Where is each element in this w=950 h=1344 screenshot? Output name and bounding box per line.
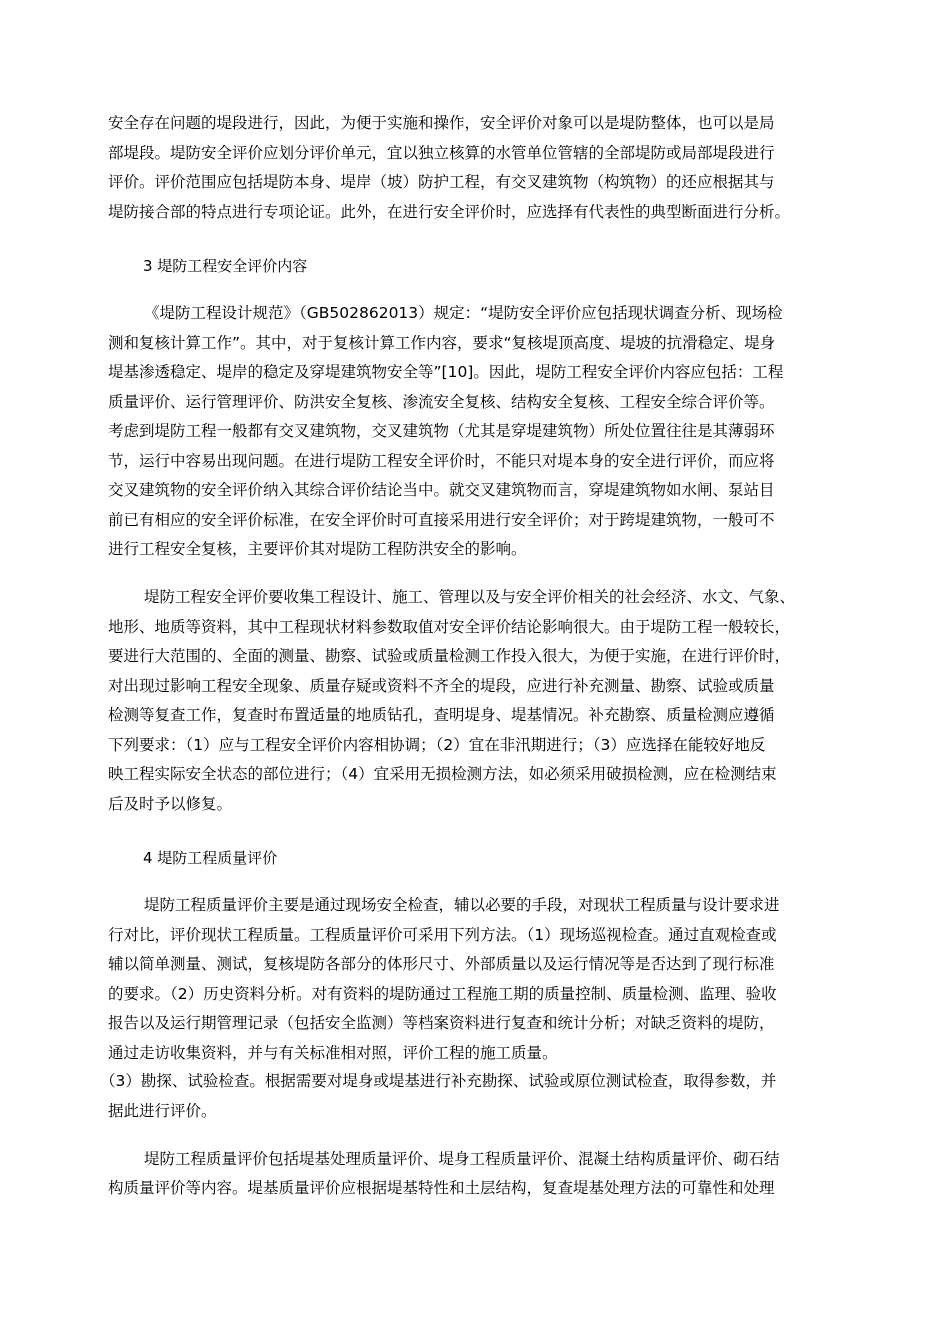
paragraph-line: 《堤防工程设计规范》（GB502862013）规定：“堤防安全评价应包括现状调查分析、现场检 — [144, 304, 783, 322]
paragraph-line: 下列要求：（1）应与工程安全评价内容相协调；（2）宜在非汛期进行；（3）应选择在能较好地反 — [108, 736, 766, 754]
paragraph-line: 堤防工程安全评价要收集工程设计、施工、管理以及与安全评价相关的社会经济、水文、气象、 — [144, 588, 796, 606]
section-heading-4: 4 堤防工程质量评价 — [143, 849, 278, 867]
paragraph-line: 节，运行中容易出现问题。在进行堤防工程安全评价时，不能只对堤本身的安全进行评价，而应将 — [108, 452, 775, 470]
paragraph-line: 构质量评价等内容。堤基质量评价应根据堤基特性和土层结构，复查堤基处理方法的可靠性和处理 — [108, 1179, 775, 1197]
paragraph-line: 通过走访收集资料，并与有关标准相对照，评价工程的施工质量。 — [108, 1044, 558, 1062]
paragraph-line: 安全存在问题的堤段进行，因此，为便于实施和操作，安全评价对象可以是堤防整体，也可以是局 — [108, 114, 775, 132]
paragraph-line: 的要求。（2）历史资料分析。对有资料的堤防通过工程施工期的质量控制、质量检测、监理、验收 — [108, 985, 777, 1003]
paragraph-line: 进行工程安全复核，主要评价其对堤防工程防洪安全的影响。 — [108, 540, 527, 558]
paragraph-line: 考虑到堤防工程一般都有交叉建筑物，交叉建筑物（尤其是穿堤建筑物）所处位置往往是其薄弱环 — [108, 422, 775, 440]
paragraph-line: 测和复核计算工作”。其中，对于复核计算工作内容，要求“复核堤顶高度、堤坡的抗滑稳定、堤身 — [108, 334, 776, 352]
paragraph-line: 部堤段。堤防安全评价应划分评价单元，宜以独立核算的水管单位管辖的全部堤防或局部堤段进行 — [108, 144, 775, 162]
paragraph-line: 堤防工程质量评价主要是通过现场安全检查，辅以必要的手段，对现状工程质量与设计要求进 — [144, 896, 780, 914]
paragraph-line: 评价。评价范围应包括堤防本身、堤岸（坡）防护工程，有交叉建筑物（构筑物）的还应根据其与 — [108, 173, 775, 191]
paragraph-line: 据此进行评价。 — [108, 1102, 217, 1120]
paragraph-line: 地形、地质等资料，其中工程现状材料参数取值对安全评价结论影响很大。由于堤防工程一般较长， — [108, 618, 791, 636]
paragraph-line: 交叉建筑物的安全评价纳入其综合评价结论当中。就交叉建筑物而言，穿堤建筑物如水闸、泵站目 — [108, 481, 775, 499]
paragraph-line: 前已有相应的安全评价标准，在安全评价时可直接采用进行安全评价；对于跨堤建筑物，一般可不 — [108, 511, 775, 529]
paragraph-line: 报告以及运行期管理记录（包括安全监测）等档案资料进行复查和统计分析；对缺乏资料的堤防， — [108, 1014, 775, 1032]
paragraph-line: 辅以简单测量、测试，复核堤防各部分的体形尺寸、外部质量以及运行情况等是否达到了现行标准 — [108, 955, 775, 973]
paragraph-line: 行对比，评价现状工程质量。工程质量评价可采用下列方法。（1）现场巡视检查。通过直观检查或 — [108, 926, 777, 944]
paragraph-line: 对出现过影响工程安全现象、质量存疑或资料不齐全的堤段，应进行补充测量、勘察、试验或质量 — [108, 677, 775, 695]
paragraph-line: 后及时予以修复。 — [108, 795, 233, 813]
paragraph-line: 质量评价、运行管理评价、防洪安全复核、渗流安全复核、结构安全复核、工程安全综合评价等。 — [108, 393, 775, 411]
paragraph-line: （3）勘探、试验检查。根据需要对堤身或堤基进行补充勘探、试验或原位测试检查，取得参数，并 — [100, 1072, 777, 1090]
paragraph-line: 要进行大范围的、全面的测量、勘察、试验或质量检测工作投入很大，为便于实施，在进行评价时， — [108, 647, 791, 665]
paragraph-line: 映工程实际安全状态的部位进行；（4）宜采用无损检测方法，如必须采用破损检测，应在检测结束 — [108, 765, 777, 783]
paragraph-line: 堤防接合部的特点进行专项论证。此外，在进行安全评价时，应选择有代表性的典型断面进行分析。 — [108, 203, 791, 221]
paragraph-line: 堤基渗透稳定、堤岸的稳定及穿堤建筑物安全等”[10]。因此，堤防工程安全评价内容应包括：工程 — [108, 363, 784, 381]
paragraph-line: 检测等复查工作，复查时布置适量的地质钻孔，查明堤身、堤基情况。补充勘察、质量检测应遵循 — [108, 706, 775, 724]
section-heading-3: 3 堤防工程安全评价内容 — [143, 257, 308, 275]
paragraph-line: 堤防工程质量评价包括堤基处理质量评价、堤身工程质量评价、混凝土结构质量评价、砌石结 — [144, 1150, 780, 1168]
